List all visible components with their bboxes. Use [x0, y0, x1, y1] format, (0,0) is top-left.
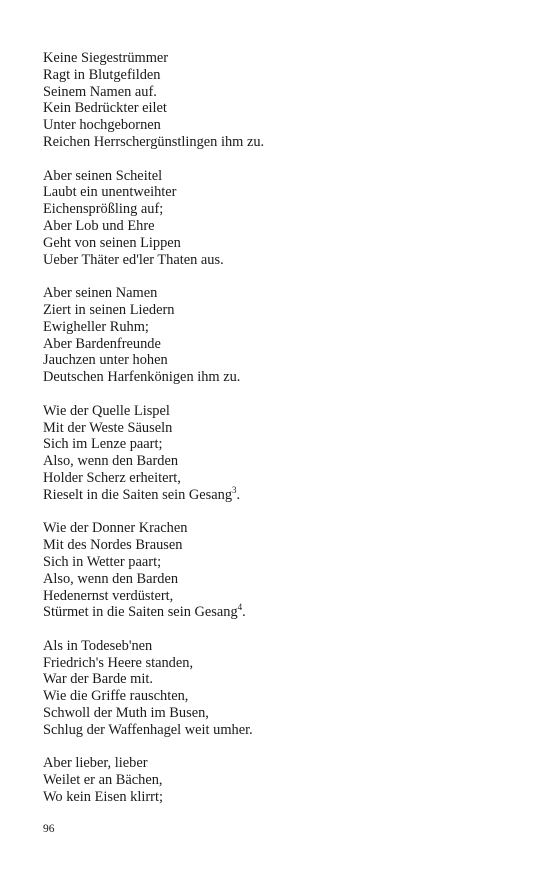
verse-line: [43, 285, 523, 302]
verse-line: [43, 302, 523, 319]
verse-line: [43, 688, 523, 705]
verse-text: Seinem Namen auf.: [43, 83, 157, 100]
verse-text: Wie der Donner Krachen: [43, 520, 188, 537]
verse-punctuation: .: [242, 604, 246, 621]
verse-line: [43, 369, 523, 386]
verse-text: Aber lieber, lieber: [43, 755, 148, 772]
verse-text: Also, wenn den Barden: [43, 570, 179, 587]
footnote-marker: 4: [237, 602, 243, 613]
verse-text: Unter hochgebornen: [43, 117, 161, 134]
verse-line: [43, 235, 523, 252]
verse-text: Wo kein Eisen klirrt;: [43, 789, 163, 806]
verse-line: [43, 722, 523, 739]
verse-punctuation: .: [236, 486, 241, 503]
verse-text: Reichen Herrschergünstlingen ihm zu.: [43, 133, 265, 150]
verse-text: Ewigheller Ruhm;: [43, 318, 149, 335]
verse-line: [43, 554, 523, 571]
verse-line: [43, 218, 523, 235]
verse-text: Aber seinen Namen: [43, 285, 158, 302]
verse-line: [43, 436, 523, 453]
verse-line: [43, 352, 523, 369]
verse-text: Also, wenn den Barden: [43, 453, 179, 470]
verse-line: [43, 67, 523, 84]
verse-line: [43, 134, 523, 151]
stanza: [43, 168, 523, 269]
verse-text: Hedenernst verdüstert,: [43, 587, 174, 604]
verse-text: Schlug der Waffenhagel weit umher.: [43, 721, 253, 738]
stanza: [43, 50, 523, 151]
verse-line: [43, 252, 523, 269]
verse-text: Sich in Wetter paart;: [43, 553, 162, 570]
page-number: 96: [43, 823, 55, 835]
verse-text: Wie die Griffe rauschten,: [43, 688, 189, 705]
verse-line: [43, 403, 523, 420]
verse-text: Mit des Nordes Brausen: [43, 537, 183, 554]
verse-text: Stürmet in die Saiten sein Gesang: [43, 604, 238, 621]
verse-line: [43, 638, 523, 655]
verse-text: Mit der Weste Säuseln: [43, 419, 173, 436]
verse-text: Weilet er an Bächen,: [43, 772, 163, 789]
poem-body: [43, 50, 523, 823]
verse-line: [43, 537, 523, 554]
verse-text: Schwoll der Muth im Busen,: [43, 705, 209, 722]
verse-line: [43, 484, 523, 504]
verse-line: [43, 588, 523, 605]
stanza: [43, 403, 523, 504]
verse-line: [43, 604, 523, 621]
stanza: [43, 638, 523, 739]
verse-line: [43, 705, 523, 722]
verse-line: [43, 655, 523, 672]
verse-text: Rieselt in die Saiten sein Gesang: [43, 486, 233, 503]
stanza: [43, 520, 523, 621]
verse-text: Aber Bardenfreunde: [43, 335, 161, 352]
verse-line: [43, 789, 523, 806]
verse-line: [43, 100, 523, 117]
verse-text: Ragt in Blutgefilden: [43, 66, 161, 83]
verse-text: Jauchzen unter hohen: [43, 352, 168, 369]
verse-text: Aber seinen Scheitel: [43, 167, 163, 184]
verse-line: [43, 336, 523, 353]
verse-text: Holder Scherz erheitert,: [43, 469, 181, 486]
verse-text: Friedrich's Heere standen,: [43, 654, 194, 671]
verse-text: Deutschen Harfenkönigen ihm zu.: [43, 369, 241, 386]
verse-text: Sich im Lenze paart;: [43, 436, 163, 453]
verse-line: [43, 453, 523, 470]
verse-line: [43, 470, 523, 487]
verse-text: Laubt ein unentweihter: [43, 184, 177, 201]
verse-line: [43, 420, 523, 437]
verse-text: War der Barde mit.: [43, 671, 153, 688]
verse-line: [43, 520, 523, 537]
verse-text: Eichensprößling auf;: [43, 201, 164, 218]
verse-line: [43, 84, 523, 101]
verse-line: [43, 571, 523, 588]
verse-line: [43, 319, 523, 336]
verse-line: [43, 772, 523, 789]
verse-line: [43, 50, 523, 67]
verse-text: Geht von seinen Lippen: [43, 234, 181, 251]
verse-text: Keine Siegestrümmer: [43, 50, 169, 66]
verse-line: [43, 117, 523, 134]
verse-text: Aber Lob und Ehre: [43, 217, 155, 234]
verse-text: Ziert in seinen Liedern: [43, 301, 175, 318]
verse-text: Ueber Thäter ed'ler Thaten aus.: [43, 251, 224, 268]
stanza: [43, 285, 523, 386]
stanza: [43, 755, 523, 805]
verse-line: [43, 201, 523, 218]
verse-text: Wie der Quelle Lispel: [43, 402, 170, 419]
verse-line: [43, 755, 523, 772]
footnote-marker: 3: [232, 484, 237, 495]
verse-line: [43, 184, 523, 201]
verse-line: [43, 168, 523, 185]
verse-text: Kein Bedrückter eilet: [43, 100, 167, 117]
verse-line: [43, 671, 523, 688]
verse-text: Als in Todeseb'nen: [43, 637, 153, 654]
